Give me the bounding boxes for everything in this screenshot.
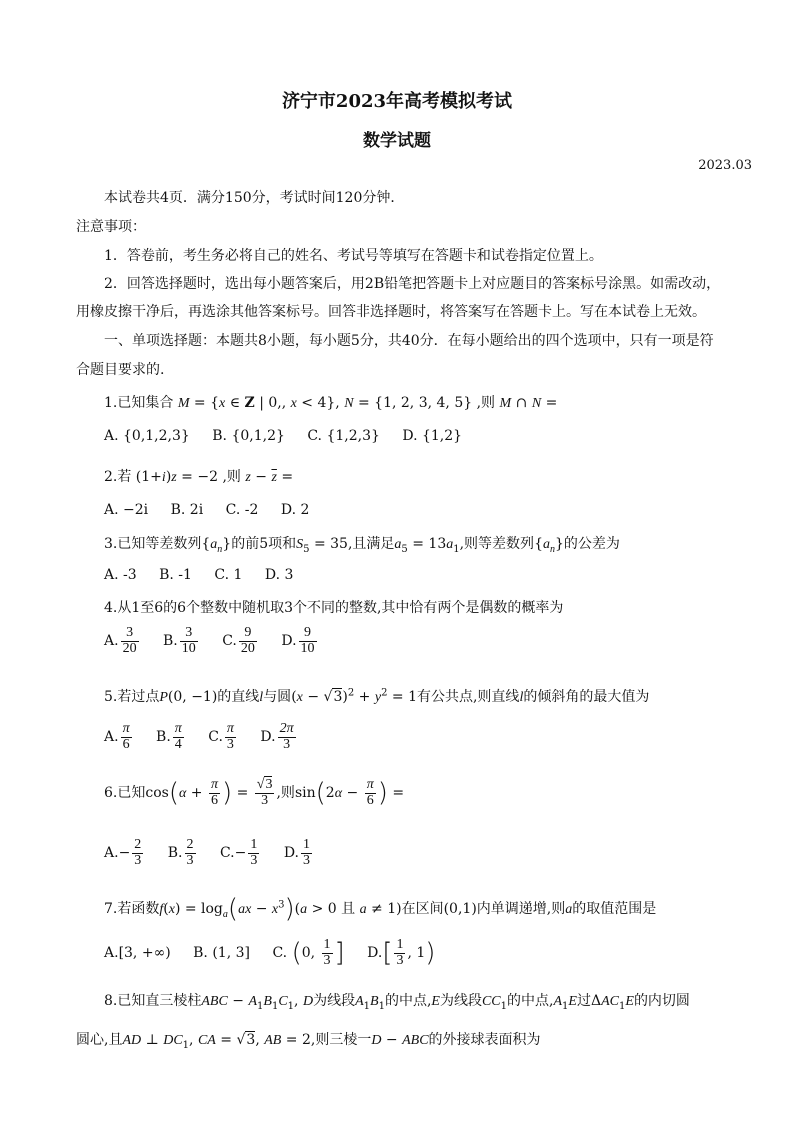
option-b: B. (1, 3]: [193, 945, 250, 962]
option-c: C. -2: [225, 502, 259, 518]
notice-heading: 注意事项：: [76, 219, 146, 235]
exam-summary: 本试卷共4页．满分150分，考试时间120分钟．: [104, 190, 405, 206]
question-4-options: [104, 626, 337, 656]
question-1-stem: 1.已知集合 M = {x ∈ Z | 0,, x < 4}, N = {1, 2, 3, 4, 5} ,则 M ∩ N =: [104, 395, 558, 411]
option-d: D. $\frac{1}{3}$: [283, 837, 310, 868]
question-5-options: [104, 722, 316, 752]
option-b: B. $\frac{\pi}{4}$: [156, 721, 182, 752]
option-d: D. {1,2}: [402, 428, 463, 444]
notice-item-2-line-1: 2．回答选择题时，选出每小题答案后，用2B铅笔把答题卡上对应题目的答案标号涂黑。如需改动，: [104, 276, 721, 292]
option-b: B. $\frac{2}{3}$: [167, 837, 194, 868]
option-a: A. -3: [104, 567, 137, 583]
question-6-options: [104, 838, 332, 868]
option-c: C.− $\frac{1}{3}$: [219, 837, 258, 868]
exam-title: 济宁市2023年高考模拟考试: [281, 91, 513, 112]
option-d: D. 3: [264, 567, 294, 583]
option-c: C. $\frac{9}{20}$: [222, 625, 255, 656]
section-heading-line-1: 一、单项选择题：本题共8小题，每小题5分，共40分．在每小题给出的四个选项中，只有一项是符: [104, 333, 714, 349]
question-5-stem: 5.若过点P(0, −1)的直线l与圆$(x - √3)^2 + y^2 = 1$有公共点,则直线l的倾斜角的最大值为: [104, 687, 650, 705]
question-1-options: [104, 428, 480, 444]
option-b: B. 2i: [170, 502, 204, 518]
question-8-stem-line-1: 8.已知直三棱柱ABC − $A_1B_1C_1$, D为线段$A_1B_1$的中点,E为线段$CC_1$的中点$,A_1E$过$\Delta AC_1E$的内切圆: [104, 993, 690, 1012]
question-3-stem: 3.已知等差数列$\{a_n\}$的前5项和$S_5 = 35$,且满足$a_5 = 13a_1$,则等差数列$\{a_n\}$的公差为: [104, 536, 620, 555]
question-3-options: [104, 567, 311, 583]
option-a: A.− $\frac{2}{3}$: [104, 837, 142, 868]
exam-date: 2023.03: [698, 158, 752, 173]
notice-item-2-line-2: 用橡皮擦干净后，再选涂其他答案标号。回答非选择题时，将答案写在答题卡上。写在本试卷上无效。: [76, 304, 706, 320]
option-a: A.[3, +∞): [104, 945, 171, 962]
option-a: A. $\frac{\pi}{6}$: [104, 721, 130, 752]
option-b: B. $\frac{3}{10}$: [163, 625, 196, 656]
option-b: B. {0,1,2}: [212, 428, 285, 444]
notice-item-1: 1．答卷前，考生务必将自己的姓名、考试号等填写在答题卡和试卷指定位置上。: [104, 248, 603, 264]
option-a: A. $\frac{3}{20}$: [104, 625, 137, 656]
option-d: D.[ $\frac{1}{3}$ , 1): [367, 937, 436, 969]
question-6-stem: 6.已知cos(α + $\frac{\pi}{6}$ ) = $\frac{√3}{3}$ ,则sin(2α − $\frac{\pi}{6}$ ) =: [104, 777, 405, 809]
option-c: C. {1,2,3}: [307, 428, 380, 444]
question-2-options: [104, 502, 327, 518]
question-2-stem: 2.若 (1+i)z = −2 ,则 $z - \overline{z}$ =: [104, 469, 294, 485]
option-c: C. $\frac{\pi}{3}$: [208, 721, 234, 752]
question-8-stem-line-2: 圆心,且AD ⊥ $DC_1$, CA = √3, AB = 2,则三棱一D − ABC的外接球表面积为: [76, 1032, 541, 1051]
question-7-options: [104, 938, 453, 968]
option-d: D. $\frac{9}{10}$: [281, 625, 315, 656]
option-a: A. −2i: [104, 502, 149, 518]
option-c: C. 1: [214, 567, 243, 583]
option-d: D. $\frac{2\pi}{3}$: [260, 721, 294, 752]
option-d: D. 2: [280, 502, 310, 518]
option-b: B. -1: [159, 567, 192, 583]
option-c: C. (0, $\frac{1}{3}$ ]: [272, 937, 345, 969]
option-a: A. {0,1,2,3}: [104, 428, 190, 444]
exam-subtitle: 数学试题: [363, 131, 431, 151]
math-expression: M: [177, 396, 190, 411]
section-heading-line-2: 合题目要求的.: [76, 362, 165, 378]
question-4-stem: 4.从1至6的6个整数中随机取3个不同的整数,其中恰有两个是偶数的概率为: [104, 600, 564, 616]
question-7-stem: 7.若函数$f(x) = \log_a(ax - x^3)(a > 0$ 且 a ≠ 1)在区间(0,1)内单调递增,则a的取值范围是: [104, 894, 657, 924]
